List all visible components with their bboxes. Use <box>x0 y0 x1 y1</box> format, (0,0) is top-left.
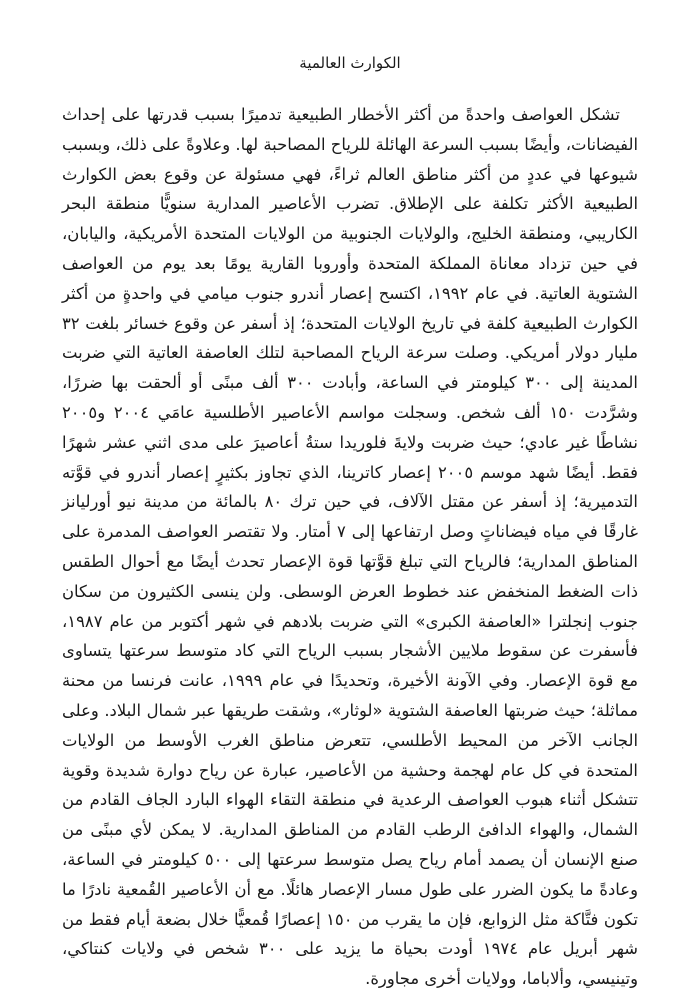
body-paragraph: تشكل العواصف واحدةً من أكثر الأخطار الطبيعية تدميرًا بسبب قدرتها على إحداث الفيضانات، وأيضًا بسبب السرعة الهائلة للرياح المصاحبة لها. وعلاوةً على ذلك، وبسبب شيوعها في عددٍ من أكثر مناطق العالم ثراءً، فهي مسئولة عن وقوع بعض الكوارث الطبيعية الأكثر تكلفة على الإطلاق. تضرب الأعاصير المدارية سنويًّا منطقة البحر الكاريبي، ومنطقة الخليج، والولايات الجنوبية من الولايات المتحدة الأمريكية، واليابان، في حين تزداد معاناة المملكة المتحدة وأوروبا القارية يومًا بعد يوم من العواصف الشتوية العاتية. في عام ١٩٩٢، اكتسح إعصار أندرو جنوب ميامي في واحدةٍ من أكثر الكوارث الطبيعية كلفة في تاريخ الولايات المتحدة؛ إذ أسفر عن وقوع خسائر بلغت ٣٢ مليار دولار أمريكي. وصلت سرعة الرياح المصاحبة لتلك العاصفة العاتية التي ضربت المدينة إلى ٣٠٠ كيلومتر في الساعة، وأبادت ٣٠٠ ألف مبنًى أو ألحقت بها ضررًا، وشرَّدت ١٥٠ ألف شخص. وسجلت مواسم الأعاصير الأطلسية عامَي ٢٠٠٤ و٢٠٠٥ نشاطًا غير عادي؛ حيث ضربت ولايةَ فلوريدا ستةُ أعاصيرَ على مدى اثني عشر شهرًا فقط. أيضًا شهد موسم ٢٠٠٥ إعصار كاترينا، الذي تجاوز بكثيرٍ إعصار أندرو في قوَّته التدميرية؛ إذ أسفر عن مقتل الآلاف، في حين ترك ٨٠ بالمائة من مدينة نيو أورليانز غارقًا في مياه فيضاناتٍ وصل ارتفاعها إلى ٧ أمتار. ولا تقتصر العواصف المدمرة على المناطق المدارية؛ فالرياح التي تبلغ قوَّتها قوة الإعصار تحدث أيضًا مع أحوال الطقس ذات الضغط المنخفض عند خطوط العرض الوسطى. ولن ينسى الكثيرون من سكان جنوب إنجلترا «العاصفة الكبرى» التي ضربت بلادهم في شهر أكتوبر من عام ١٩٨٧، فأسفرت عن سقوط ملايين الأشجار بسبب الرياح التي كاد متوسط سرعتها يتساوى مع قوة الإعصار. وفي الآونة الأخيرة، وتحديدًا في عام ١٩٩٩، عانت فرنسا من محنة مماثلة؛ حيث ضربتها العاصفة الشتوية «لوثار»، وشقت طريقها عبر شمال البلاد. وعلى الجانب الآخر من المحيط الأطلسي، تتعرض مناطق الغرب الأوسط من الولايات المتحدة في كل عام لهجمة وحشية من الأعاصير، عبارة عن رياح دوارة شديدة وقوية تتشكل أثناء هبوب العواصف الرعدية في منطقة التقاء الهواء البارد الجاف القادم من الشمال، والهواء الدافئ الرطب القادم من المناطق المدارية. لا يمكن لأي مبنًى من صنع الإنسان أن يصمد أمام رياح يصل متوسط سرعتها إلى ٥٠٠ كيلومتر في الساعة، وعادةً ما يكون الضرر على طول مسار الإعصار هائلًا. مع أن الأعاصير القُمعية نادرًا ما تكون فتَّاكة مثل الزوابع، فإن ما يقرب من ١٥٠ إعصارًا قُمعيًّا خلال بضعة أيام فقط من شهر أبريل عام ١٩٧٤ أودت بحياة ما يزيد على ٣٠٠ شخص في ولايات كنتاكي، وتينيسي، وألاباما، وولايات أخرى مجاورة. <box>62 105 639 989</box>
running-header-title: الكوارث العالمية <box>299 54 401 72</box>
